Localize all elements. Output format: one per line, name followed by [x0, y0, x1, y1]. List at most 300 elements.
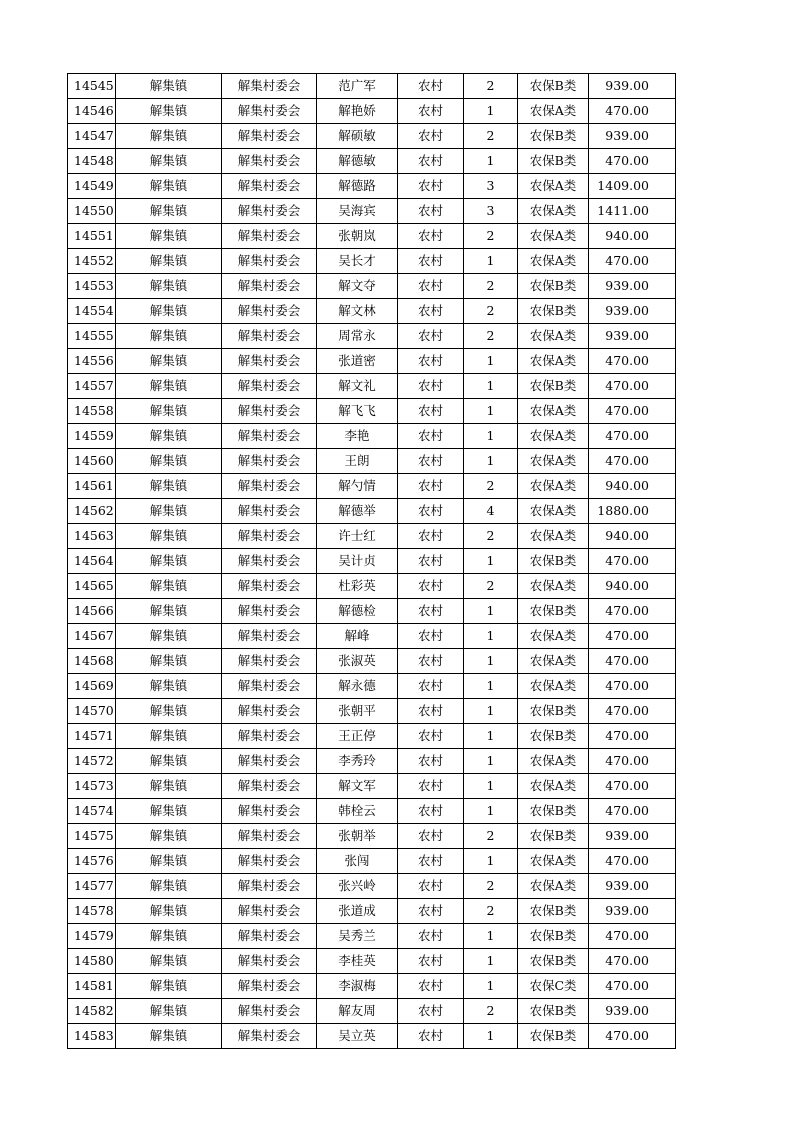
town-cell: 解集镇: [116, 974, 222, 999]
town-cell: 解集镇: [116, 774, 222, 799]
amount-cell: 470.00: [589, 649, 676, 674]
area-type-cell: 农村: [398, 124, 464, 149]
record-id-cell: 14554: [68, 299, 116, 324]
insurance-category-cell: 农保A类: [518, 774, 589, 799]
insurance-category-cell: 农保B类: [518, 599, 589, 624]
insurance-category-cell: 农保A类: [518, 449, 589, 474]
insurance-category-cell: 农保A类: [518, 99, 589, 124]
amount-cell: 470.00: [589, 349, 676, 374]
town-cell: 解集镇: [116, 299, 222, 324]
insurance-category-cell: 农保A类: [518, 524, 589, 549]
person-name-cell: 李秀玲: [317, 749, 398, 774]
village-committee-cell: 解集村委会: [222, 699, 317, 724]
table-row: [68, 574, 676, 599]
insurance-category-cell: 农保B类: [518, 1024, 589, 1049]
household-count-cell: 1: [464, 599, 518, 624]
record-id-cell: 14570: [68, 699, 116, 724]
village-committee-cell: 解集村委会: [222, 549, 317, 574]
household-count-cell: 1: [464, 649, 518, 674]
town-cell: 解集镇: [116, 474, 222, 499]
village-committee-cell: 解集村委会: [222, 299, 317, 324]
area-type-cell: 农村: [398, 249, 464, 274]
village-committee-cell: 解集村委会: [222, 924, 317, 949]
household-count-cell: 1: [464, 549, 518, 574]
record-id-cell: 14559: [68, 424, 116, 449]
amount-cell: 470.00: [589, 924, 676, 949]
insurance-category-cell: 农保A类: [518, 674, 589, 699]
record-id-cell: 14561: [68, 474, 116, 499]
table-row: [68, 124, 676, 149]
household-count-cell: 1: [464, 1024, 518, 1049]
record-id-cell: 14565: [68, 574, 116, 599]
village-committee-cell: 解集村委会: [222, 599, 317, 624]
household-count-cell: 1: [464, 849, 518, 874]
town-cell: 解集镇: [116, 424, 222, 449]
household-count-cell: 1: [464, 149, 518, 174]
record-id-cell: 14550: [68, 199, 116, 224]
person-name-cell: 张淑英: [317, 649, 398, 674]
town-cell: 解集镇: [116, 224, 222, 249]
household-count-cell: 1: [464, 924, 518, 949]
record-id-cell: 14546: [68, 99, 116, 124]
area-type-cell: 农村: [398, 324, 464, 349]
amount-cell: 470.00: [589, 974, 676, 999]
town-cell: 解集镇: [116, 199, 222, 224]
person-name-cell: 李淑梅: [317, 974, 398, 999]
insurance-category-cell: 农保A类: [518, 199, 589, 224]
table-row: [68, 699, 676, 724]
village-committee-cell: 解集村委会: [222, 1024, 317, 1049]
area-type-cell: 农村: [398, 649, 464, 674]
village-committee-cell: 解集村委会: [222, 99, 317, 124]
record-id-cell: 14556: [68, 349, 116, 374]
area-type-cell: 农村: [398, 449, 464, 474]
area-type-cell: 农村: [398, 274, 464, 299]
insurance-category-cell: 农保A类: [518, 749, 589, 774]
town-cell: 解集镇: [116, 274, 222, 299]
village-committee-cell: 解集村委会: [222, 624, 317, 649]
amount-cell: 939.00: [589, 274, 676, 299]
amount-cell: 939.00: [589, 324, 676, 349]
area-type-cell: 农村: [398, 924, 464, 949]
town-cell: 解集镇: [116, 924, 222, 949]
data-table: [67, 73, 676, 1049]
record-id-cell: 14547: [68, 124, 116, 149]
household-count-cell: 1: [464, 449, 518, 474]
record-id-cell: 14562: [68, 499, 116, 524]
town-cell: 解集镇: [116, 749, 222, 774]
household-count-cell: 1: [464, 724, 518, 749]
table-row: [68, 1024, 676, 1049]
village-committee-cell: 解集村委会: [222, 524, 317, 549]
table-row: [68, 799, 676, 824]
amount-cell: 470.00: [589, 799, 676, 824]
village-committee-cell: 解集村委会: [222, 474, 317, 499]
table-row: [68, 849, 676, 874]
area-type-cell: 农村: [398, 549, 464, 574]
person-name-cell: 解文夺: [317, 274, 398, 299]
record-id-cell: 14575: [68, 824, 116, 849]
person-name-cell: 吴秀兰: [317, 924, 398, 949]
person-name-cell: 吴立英: [317, 1024, 398, 1049]
area-type-cell: 农村: [398, 949, 464, 974]
amount-cell: 470.00: [589, 624, 676, 649]
village-committee-cell: 解集村委会: [222, 774, 317, 799]
village-committee-cell: 解集村委会: [222, 999, 317, 1024]
amount-cell: 470.00: [589, 749, 676, 774]
insurance-category-cell: 农保A类: [518, 649, 589, 674]
town-cell: 解集镇: [116, 399, 222, 424]
person-name-cell: 吴长才: [317, 249, 398, 274]
village-committee-cell: 解集村委会: [222, 899, 317, 924]
insurance-category-cell: 农保B类: [518, 949, 589, 974]
insurance-category-cell: 农保B类: [518, 274, 589, 299]
area-type-cell: 农村: [398, 624, 464, 649]
amount-cell: 939.00: [589, 999, 676, 1024]
area-type-cell: 农村: [398, 574, 464, 599]
insurance-category-cell: 农保A类: [518, 224, 589, 249]
household-count-cell: 2: [464, 574, 518, 599]
table-row: [68, 749, 676, 774]
household-count-cell: 1: [464, 349, 518, 374]
person-name-cell: 解德敏: [317, 149, 398, 174]
table-row: [68, 149, 676, 174]
town-cell: 解集镇: [116, 649, 222, 674]
town-cell: 解集镇: [116, 624, 222, 649]
household-count-cell: 2: [464, 999, 518, 1024]
table-row: [68, 624, 676, 649]
village-committee-cell: 解集村委会: [222, 274, 317, 299]
insurance-category-cell: 农保B类: [518, 824, 589, 849]
person-name-cell: 解文林: [317, 299, 398, 324]
person-name-cell: 解友周: [317, 999, 398, 1024]
area-type-cell: 农村: [398, 749, 464, 774]
insurance-category-cell: 农保A类: [518, 474, 589, 499]
person-name-cell: 李艳: [317, 424, 398, 449]
household-count-cell: 2: [464, 274, 518, 299]
household-count-cell: 1: [464, 399, 518, 424]
person-name-cell: 韩栓云: [317, 799, 398, 824]
household-count-cell: 3: [464, 174, 518, 199]
record-id-cell: 14580: [68, 949, 116, 974]
table-row: [68, 599, 676, 624]
amount-cell: 939.00: [589, 874, 676, 899]
amount-cell: 939.00: [589, 299, 676, 324]
person-name-cell: 周常永: [317, 324, 398, 349]
insurance-category-cell: 农保A类: [518, 849, 589, 874]
village-committee-cell: 解集村委会: [222, 74, 317, 99]
insurance-category-cell: 农保A类: [518, 349, 589, 374]
insurance-category-cell: 农保B类: [518, 149, 589, 174]
household-count-cell: 1: [464, 674, 518, 699]
town-cell: 解集镇: [116, 124, 222, 149]
insurance-category-cell: 农保B类: [518, 124, 589, 149]
amount-cell: 940.00: [589, 574, 676, 599]
household-count-cell: 1: [464, 799, 518, 824]
town-cell: 解集镇: [116, 99, 222, 124]
record-id-cell: 14571: [68, 724, 116, 749]
town-cell: 解集镇: [116, 349, 222, 374]
table-row: [68, 949, 676, 974]
amount-cell: 470.00: [589, 424, 676, 449]
village-committee-cell: 解集村委会: [222, 174, 317, 199]
insurance-category-cell: 农保C类: [518, 974, 589, 999]
insurance-category-cell: 农保B类: [518, 299, 589, 324]
area-type-cell: 农村: [398, 774, 464, 799]
record-id-cell: 14545: [68, 74, 116, 99]
amount-cell: 470.00: [589, 449, 676, 474]
area-type-cell: 农村: [398, 1024, 464, 1049]
area-type-cell: 农村: [398, 99, 464, 124]
record-id-cell: 14557: [68, 374, 116, 399]
record-id-cell: 14576: [68, 849, 116, 874]
household-count-cell: 1: [464, 374, 518, 399]
person-name-cell: 解峰: [317, 624, 398, 649]
insurance-category-cell: 农保B类: [518, 374, 589, 399]
area-type-cell: 农村: [398, 899, 464, 924]
table-row: [68, 349, 676, 374]
area-type-cell: 农村: [398, 424, 464, 449]
area-type-cell: 农村: [398, 524, 464, 549]
table-row: [68, 724, 676, 749]
person-name-cell: 解硕敏: [317, 124, 398, 149]
area-type-cell: 农村: [398, 349, 464, 374]
household-count-cell: 2: [464, 824, 518, 849]
insurance-category-cell: 农保A类: [518, 399, 589, 424]
area-type-cell: 农村: [398, 599, 464, 624]
household-count-cell: 2: [464, 874, 518, 899]
household-count-cell: 2: [464, 299, 518, 324]
amount-cell: 470.00: [589, 399, 676, 424]
household-count-cell: 2: [464, 324, 518, 349]
record-id-cell: 14569: [68, 674, 116, 699]
amount-cell: 470.00: [589, 774, 676, 799]
record-id-cell: 14568: [68, 649, 116, 674]
table-row: [68, 774, 676, 799]
person-name-cell: 张朝岚: [317, 224, 398, 249]
village-committee-cell: 解集村委会: [222, 724, 317, 749]
record-id-cell: 14577: [68, 874, 116, 899]
record-id-cell: 14560: [68, 449, 116, 474]
insurance-category-cell: 农保B类: [518, 899, 589, 924]
insurance-category-cell: 农保A类: [518, 574, 589, 599]
town-cell: 解集镇: [116, 824, 222, 849]
table-row: [68, 399, 676, 424]
household-count-cell: 1: [464, 749, 518, 774]
table-body: [68, 74, 676, 1049]
household-count-cell: 1: [464, 624, 518, 649]
village-committee-cell: 解集村委会: [222, 574, 317, 599]
village-committee-cell: 解集村委会: [222, 199, 317, 224]
table-row: [68, 199, 676, 224]
amount-cell: 1880.00: [589, 499, 676, 524]
record-id-cell: 14549: [68, 174, 116, 199]
amount-cell: 1411.00: [589, 199, 676, 224]
record-id-cell: 14551: [68, 224, 116, 249]
table-row: [68, 99, 676, 124]
household-count-cell: 1: [464, 949, 518, 974]
person-name-cell: 吴海宾: [317, 199, 398, 224]
area-type-cell: 农村: [398, 149, 464, 174]
town-cell: 解集镇: [116, 374, 222, 399]
village-committee-cell: 解集村委会: [222, 149, 317, 174]
person-name-cell: 解文军: [317, 774, 398, 799]
person-name-cell: 张闯: [317, 849, 398, 874]
village-committee-cell: 解集村委会: [222, 449, 317, 474]
person-name-cell: 范广军: [317, 74, 398, 99]
insurance-category-cell: 农保B类: [518, 699, 589, 724]
area-type-cell: 农村: [398, 474, 464, 499]
table-row: [68, 649, 676, 674]
person-name-cell: 杜彩英: [317, 574, 398, 599]
record-id-cell: 14567: [68, 624, 116, 649]
record-id-cell: 14582: [68, 999, 116, 1024]
village-committee-cell: 解集村委会: [222, 749, 317, 774]
table-row: [68, 374, 676, 399]
insurance-category-cell: 农保A类: [518, 249, 589, 274]
person-name-cell: 解永德: [317, 674, 398, 699]
record-id-cell: 14552: [68, 249, 116, 274]
area-type-cell: 农村: [398, 499, 464, 524]
household-count-cell: 2: [464, 74, 518, 99]
amount-cell: 470.00: [589, 149, 676, 174]
record-id-cell: 14583: [68, 1024, 116, 1049]
household-count-cell: 2: [464, 224, 518, 249]
table-row: [68, 249, 676, 274]
town-cell: 解集镇: [116, 549, 222, 574]
table-row: [68, 174, 676, 199]
town-cell: 解集镇: [116, 449, 222, 474]
person-name-cell: 吴计贞: [317, 549, 398, 574]
table-row: [68, 224, 676, 249]
person-name-cell: 解艳娇: [317, 99, 398, 124]
person-name-cell: 王朗: [317, 449, 398, 474]
household-count-cell: 1: [464, 99, 518, 124]
village-committee-cell: 解集村委会: [222, 849, 317, 874]
table-row: [68, 324, 676, 349]
town-cell: 解集镇: [116, 74, 222, 99]
village-committee-cell: 解集村委会: [222, 974, 317, 999]
amount-cell: 939.00: [589, 899, 676, 924]
area-type-cell: 农村: [398, 824, 464, 849]
town-cell: 解集镇: [116, 149, 222, 174]
area-type-cell: 农村: [398, 74, 464, 99]
record-id-cell: 14548: [68, 149, 116, 174]
person-name-cell: 解德路: [317, 174, 398, 199]
insurance-category-cell: 农保B类: [518, 549, 589, 574]
amount-cell: 940.00: [589, 524, 676, 549]
table-row: [68, 424, 676, 449]
table-row: [68, 874, 676, 899]
area-type-cell: 农村: [398, 299, 464, 324]
town-cell: 解集镇: [116, 699, 222, 724]
person-name-cell: 张朝举: [317, 824, 398, 849]
amount-cell: 470.00: [589, 99, 676, 124]
table-row: [68, 74, 676, 99]
area-type-cell: 农村: [398, 849, 464, 874]
village-committee-cell: 解集村委会: [222, 949, 317, 974]
town-cell: 解集镇: [116, 174, 222, 199]
person-name-cell: 解德检: [317, 599, 398, 624]
table-row: [68, 974, 676, 999]
table-row: [68, 299, 676, 324]
household-count-cell: 2: [464, 124, 518, 149]
insurance-category-cell: 农保B类: [518, 724, 589, 749]
record-id-cell: 14579: [68, 924, 116, 949]
village-committee-cell: 解集村委会: [222, 874, 317, 899]
town-cell: 解集镇: [116, 1024, 222, 1049]
person-name-cell: 李桂英: [317, 949, 398, 974]
town-cell: 解集镇: [116, 949, 222, 974]
area-type-cell: 农村: [398, 374, 464, 399]
person-name-cell: 张道成: [317, 899, 398, 924]
amount-cell: 470.00: [589, 1024, 676, 1049]
amount-cell: 940.00: [589, 474, 676, 499]
amount-cell: 939.00: [589, 74, 676, 99]
household-count-cell: 2: [464, 524, 518, 549]
town-cell: 解集镇: [116, 599, 222, 624]
village-committee-cell: 解集村委会: [222, 349, 317, 374]
town-cell: 解集镇: [116, 799, 222, 824]
person-name-cell: 解文礼: [317, 374, 398, 399]
amount-cell: 940.00: [589, 224, 676, 249]
insurance-category-cell: 农保A类: [518, 424, 589, 449]
record-id-cell: 14553: [68, 274, 116, 299]
record-id-cell: 14574: [68, 799, 116, 824]
insurance-category-cell: 农保B类: [518, 74, 589, 99]
area-type-cell: 农村: [398, 699, 464, 724]
insurance-category-cell: 农保A类: [518, 874, 589, 899]
record-id-cell: 14573: [68, 774, 116, 799]
table-row: [68, 999, 676, 1024]
area-type-cell: 农村: [398, 724, 464, 749]
household-count-cell: 2: [464, 474, 518, 499]
village-committee-cell: 解集村委会: [222, 224, 317, 249]
person-name-cell: 张兴岭: [317, 874, 398, 899]
area-type-cell: 农村: [398, 674, 464, 699]
table-row: [68, 549, 676, 574]
area-type-cell: 农村: [398, 224, 464, 249]
village-committee-cell: 解集村委会: [222, 399, 317, 424]
household-count-cell: 1: [464, 424, 518, 449]
town-cell: 解集镇: [116, 999, 222, 1024]
amount-cell: 470.00: [589, 599, 676, 624]
amount-cell: 470.00: [589, 724, 676, 749]
village-committee-cell: 解集村委会: [222, 824, 317, 849]
town-cell: 解集镇: [116, 724, 222, 749]
village-committee-cell: 解集村委会: [222, 324, 317, 349]
village-committee-cell: 解集村委会: [222, 249, 317, 274]
table-row: [68, 474, 676, 499]
village-committee-cell: 解集村委会: [222, 124, 317, 149]
village-committee-cell: 解集村委会: [222, 499, 317, 524]
person-name-cell: 解勺情: [317, 474, 398, 499]
insurance-category-cell: 农保A类: [518, 624, 589, 649]
record-id-cell: 14563: [68, 524, 116, 549]
town-cell: 解集镇: [116, 674, 222, 699]
area-type-cell: 农村: [398, 974, 464, 999]
town-cell: 解集镇: [116, 324, 222, 349]
amount-cell: 470.00: [589, 699, 676, 724]
town-cell: 解集镇: [116, 249, 222, 274]
amount-cell: 470.00: [589, 949, 676, 974]
table-row: [68, 499, 676, 524]
amount-cell: 470.00: [589, 674, 676, 699]
village-committee-cell: 解集村委会: [222, 799, 317, 824]
person-name-cell: 解德举: [317, 499, 398, 524]
town-cell: 解集镇: [116, 874, 222, 899]
person-name-cell: 许士红: [317, 524, 398, 549]
